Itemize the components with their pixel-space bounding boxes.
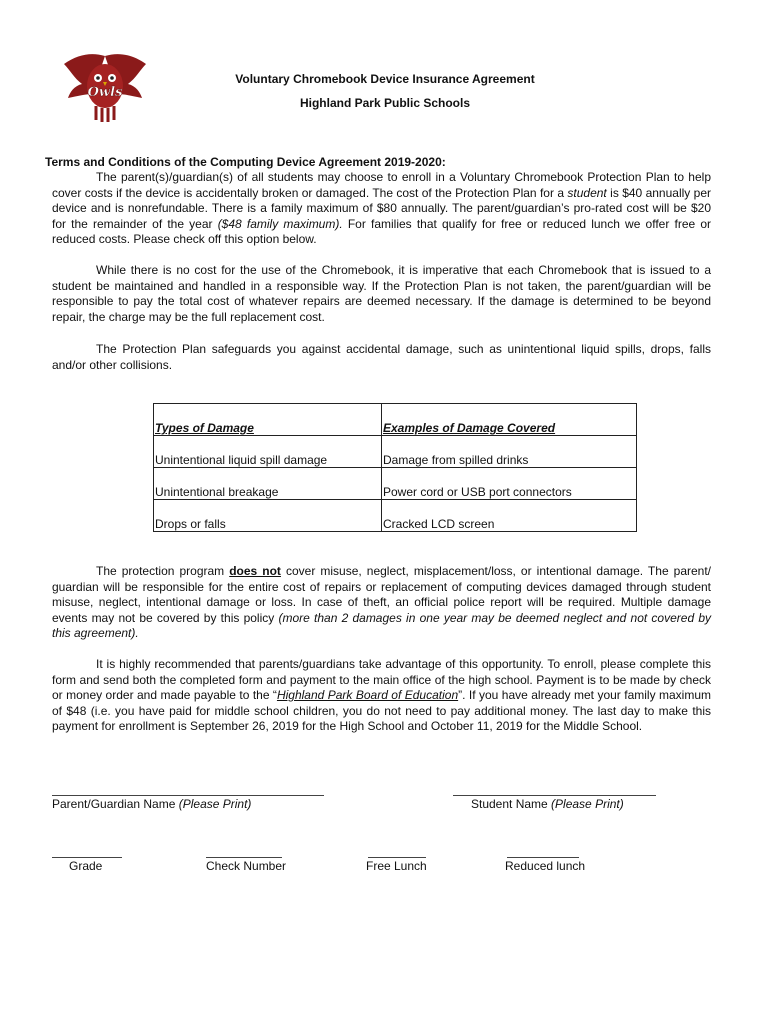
table-header-types: Types of Damage [154, 404, 382, 436]
document-title: Voluntary Chromebook Device Insurance Agreement [235, 72, 535, 86]
grade-label: Grade [69, 859, 103, 873]
table-header-examples: Examples of Damage Covered [382, 404, 637, 436]
grade-line[interactable] [52, 857, 122, 858]
check-number-line[interactable] [206, 857, 282, 858]
school-owl-logo [56, 48, 154, 124]
table-cell: Drops or falls [154, 500, 382, 532]
svg-text:Owls: Owls [87, 85, 123, 100]
table-cell: Damage from spilled drinks [382, 436, 637, 468]
student-name-line[interactable] [453, 795, 656, 796]
table-cell: Cracked LCD screen [382, 500, 637, 532]
paragraph-protection-plan: The parent(s)/guardian(s) of all students may choose to enroll in a Voluntary Chromebook Protection Plan to help cover costs if the device is accidentally broken or damaged. The cost of the Protection Plan for a student is $40 annually per device and is nonrefundable. There is a family maximum of $80 annually. The parent/guardian’s pro-rated cost will be $20 for the remainder of the year ($48 family maximum). For families that qualify for free or reduced lunch we offer free or reduced costs. Please check off this option below. [52, 170, 712, 246]
paragraph-responsibility: While there is no cost for the use of the Chromebook, it is imperative that each Chromebook that is issued to a student be maintained and handled in a responsible way. If the Protection Plan is not taken, the parent/guardian will be responsible to pay the total cost of whatever repairs are deemed necessary. If the damage is determined to be beyond repair, the charge may be the full replacement cost. [52, 263, 711, 324]
parent-name-line[interactable] [52, 795, 324, 796]
free-lunch-label: Free Lunch [366, 859, 427, 873]
damage-table [153, 403, 637, 532]
free-lunch-line[interactable] [368, 857, 426, 858]
terms-heading: Terms and Conditions of the Computing Device Agreement 2019-2020: [45, 155, 446, 169]
table-row [154, 500, 637, 532]
parent-name-label: Parent/Guardian Name (Please Print) [52, 797, 252, 811]
reduced-lunch-line[interactable] [507, 857, 579, 858]
table-row [154, 468, 637, 500]
table-cell: Unintentional breakage [154, 468, 382, 500]
paragraph-safeguards: The Protection Plan safeguards you against accidental damage, such as unintentional liquid spills, drops, falls and/or other collisions. [52, 342, 711, 372]
paragraph-enrollment: It is highly recommended that parents/guardians take advantage of this opportunity. To enroll, please complete this form and send both the completed form and payment to the main office of the high school. Payment is to be made by check or money order and made payable to the “Highland Park Board of Education”. If you have already met your family maximum of $48 (i.e. you have paid for middle school children, you do not need to pay additional money. The last day to make this payment for enrollment is September 26, 2019 for the High School and October 11, 2019 for the Middle School. [52, 657, 712, 733]
document-subtitle: Highland Park Public Schools [299, 96, 471, 110]
table-cell: Unintentional liquid spill damage [154, 436, 382, 468]
paragraph-exclusions: The protection program does not cover misuse, neglect, misplacement/loss, or intentional damage. The parent/ guardian will be responsible for the entire cost of repairs or replacement of computing devices damaged through student misuse, neglect, intentional damage or loss. In case of theft, an official police report will be required. Multiple damage events may not be covered by this policy (more than 2 damages in one year may be deemed neglect and not covered by this agreement). [52, 564, 712, 640]
student-name-label: Student Name (Please Print) [471, 797, 624, 811]
table-header-row [154, 404, 637, 436]
table-row [154, 436, 637, 468]
reduced-lunch-label: Reduced lunch [505, 859, 586, 873]
check-number-label: Check Number [206, 859, 287, 873]
table-cell: Power cord or USB port connectors [382, 468, 637, 500]
